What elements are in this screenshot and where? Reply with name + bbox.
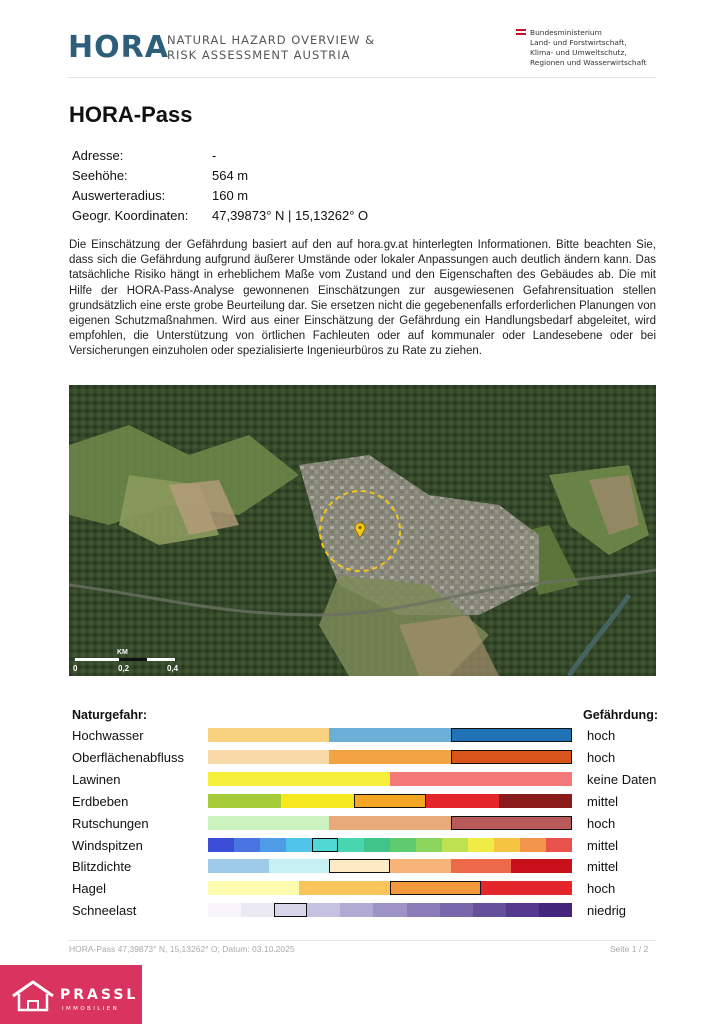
ministry-line: Regionen und Wasserwirtschaft: [530, 58, 647, 67]
hazard-scale-segment: [473, 903, 506, 917]
hazard-row: [0, 835, 724, 857]
hazard-level: mittel: [587, 859, 619, 875]
hazard-name: Rutschungen: [72, 815, 149, 831]
hazard-row: [0, 856, 724, 878]
scale-unit: KM: [117, 649, 128, 656]
hazard-scale-segment: [208, 772, 390, 786]
ministry-name: [530, 28, 646, 68]
disclaimer-paragraph: Die Einschätzung der Gefährdung basiert auf den auf hora.gv.at hinterlegten Informationen. Bitte beachten Sie, dass sich die Gefährdung aufgrund äußerer Umstände oder lokaler Anpassungen auch deutlich ändern kann. Das tatsächliche Risiko hängt in erheblichem Maße vom Zustand und den Eigenschaften des Gebäudes ab. Die mit Hilfe der HORA-Pass-Analyse gewonnenen Einschätzungen zur ausgewiesenen Gefahrensituation stellen grundsätzlich eine erste grobe Beurteilung dar. Sie ersetzen nicht die gegebenenfalls erforderlichen Planungen von eigenen Schutzmaßnahmen. Wird aus einer Einschätzung der Gefährdung ein Handlungsbedarf abgeleitet, wird empfohlen, die Unterstützung von örtlichen Fachleuten oder auf kommunaler oder Landesebene oder bei Versicherungen einzuholen oder spezialisierte Ingenieurbüros zu Rate zu ziehen.: [69, 239, 656, 358]
brand-subtitle: IMMOBILIEN: [62, 1006, 120, 1012]
hazard-scale-bar: [208, 881, 572, 895]
hora-logo: HORA: [68, 30, 169, 65]
info-key: Adresse:: [72, 148, 124, 163]
hazard-name: Oberflächenabfluss: [72, 749, 185, 765]
hazard-scale-bar: [208, 728, 572, 742]
hazard-scale-segment: [208, 794, 281, 808]
page-title: HORA-Pass: [69, 102, 193, 127]
hazard-scale-segment: [329, 816, 450, 830]
hazard-scale-segment: [234, 838, 260, 852]
hazard-scale-segment: [546, 838, 572, 852]
hazard-name: Blitzdichte: [72, 859, 132, 875]
hazard-name: Hochwasser: [72, 728, 144, 743]
hazard-row: [0, 878, 724, 900]
info-key: Geogr. Koordinaten:: [72, 208, 189, 223]
hazard-scale-segment: [468, 838, 494, 852]
hazard-scale-segment: [481, 881, 572, 895]
hazard-scale-segment: [426, 794, 499, 808]
hazard-scale-segment: [520, 838, 546, 852]
hazard-level: mittel: [587, 793, 619, 809]
header-divider: [68, 77, 656, 78]
hazard-scale-segment: [299, 881, 390, 895]
hazard-scale-segment: [390, 859, 451, 873]
hazard-level: niedrig: [587, 903, 627, 919]
hazard-scale-bar: [208, 838, 572, 852]
hazard-scale-segment: [440, 903, 473, 917]
hazard-row: [0, 791, 724, 813]
hazard-scale-segment: [329, 750, 450, 764]
hazard-scale-segment-selected: [354, 794, 427, 808]
level-column-heading: Gefährdung:: [583, 708, 658, 722]
hazard-scale-segment: [208, 838, 234, 852]
hazard-name: Hagel: [72, 881, 106, 897]
info-key: Auswerteradius:: [72, 188, 166, 203]
hazard-level: hoch: [587, 728, 616, 743]
hazard-scale-segment: [286, 838, 312, 852]
ministry-line: Bundesministerium: [530, 28, 602, 37]
hazard-row: [0, 725, 724, 747]
hazard-name: Windspitzen: [72, 837, 143, 853]
map-image: [69, 385, 656, 676]
hazard-scale-segment: [416, 838, 442, 852]
hazard-scale-segment: [208, 881, 299, 895]
info-row: [72, 206, 368, 226]
hazard-level: hoch: [587, 815, 616, 831]
hazard-scale-segment: [281, 794, 354, 808]
ministry-line: Klima- und Umweltschutz,: [530, 48, 627, 57]
prassl-logo: [0, 965, 142, 1024]
hazard-name: Lawinen: [72, 771, 121, 787]
hora-subtitle-line1: NATURAL HAZARD OVERVIEW &: [167, 33, 376, 47]
hazard-scale-segment: [390, 772, 572, 786]
hazard-level: hoch: [587, 749, 616, 765]
hazard-scale-segment: [442, 838, 468, 852]
scale-tick: 0: [73, 664, 78, 673]
hazard-scale-segment: [260, 838, 286, 852]
austria-flag-icon: [516, 29, 526, 35]
hazard-scale-segment: [208, 816, 329, 830]
hazard-scale-segment: [373, 903, 406, 917]
hazard-scale-segment: [506, 903, 539, 917]
hazard-scale-segment: [307, 903, 340, 917]
info-value: 564 m: [212, 168, 249, 183]
footer-divider: [68, 940, 656, 941]
hazard-row: [0, 900, 724, 922]
info-row: [72, 166, 368, 186]
hazard-column-heading: Naturgefahr:: [72, 708, 148, 722]
hazard-scale-segment: [208, 728, 329, 742]
hazard-scale-segment: [208, 859, 269, 873]
hazard-row: [0, 747, 724, 769]
hazard-scale-segment: [340, 903, 373, 917]
hazard-scale-segment: [390, 838, 416, 852]
satellite-map: [69, 385, 656, 676]
hazard-scale-segment: [364, 838, 390, 852]
hazard-scale-segment: [329, 728, 450, 742]
hazard-scale-segment-selected: [451, 728, 572, 742]
house-icon: [10, 979, 56, 1013]
hora-subtitle: [167, 33, 375, 63]
hazard-scale-bar: [208, 794, 572, 808]
hazard-scale-segment-selected: [451, 750, 572, 764]
hazard-name: Schneelast: [72, 903, 137, 919]
info-key: Seehöhe:: [72, 168, 128, 183]
hazard-scale-bar: [208, 816, 572, 830]
hazard-scale-bar: [208, 772, 572, 786]
ministry-line: Land- und Forstwirtschaft,: [530, 38, 627, 47]
info-value: 160 m: [212, 188, 249, 203]
hazard-level: hoch: [587, 881, 616, 897]
hazard-scale-segment: [451, 859, 512, 873]
hazard-scale-segment: [241, 903, 274, 917]
hazard-scale-segment-selected: [274, 903, 307, 917]
hazard-row: [0, 813, 724, 835]
hora-subtitle-line2: RISK ASSESSMENT AUSTRIA: [167, 48, 351, 62]
hazard-scale-segment: [338, 838, 364, 852]
hazard-scale-segment: [499, 794, 572, 808]
hazard-scale-segment: [494, 838, 520, 852]
scale-tick: 0,2: [118, 664, 130, 673]
hazard-scale-segment-selected: [329, 859, 390, 873]
footer-meta: HORA-Pass 47,39873° N, 15,13262° O; Datum: 03.10.2025: [69, 944, 295, 954]
hazard-level: mittel: [587, 837, 619, 853]
hazard-level: keine Daten: [587, 771, 657, 787]
page-number: Seite 1 / 2: [610, 944, 649, 954]
hazard-scale-bar: [208, 903, 572, 917]
brand-name: PRASSL: [60, 987, 139, 1003]
info-row: [72, 186, 368, 206]
info-value: 47,39873° N | 15,13262° O: [212, 208, 369, 223]
hazard-scale-segment: [407, 903, 440, 917]
hazard-scale-segment-selected: [312, 838, 338, 852]
hazard-scale-bar: [208, 750, 572, 764]
hazard-row: [0, 769, 724, 791]
hazard-scale-segment-selected: [451, 816, 572, 830]
hazard-scale-segment: [539, 903, 572, 917]
hazard-scale-segment: [208, 903, 241, 917]
hazard-scale-segment-selected: [390, 881, 481, 895]
hazard-scale-segment: [511, 859, 572, 873]
info-value: -: [212, 148, 217, 163]
hazard-name: Erdbeben: [72, 793, 129, 809]
hazard-scale-segment: [208, 750, 329, 764]
hazard-scale-segment: [269, 859, 330, 873]
location-info: [72, 146, 368, 226]
hazard-scale-bar: [208, 859, 572, 873]
info-row: [72, 146, 368, 166]
scale-tick: 0,4: [167, 664, 179, 673]
